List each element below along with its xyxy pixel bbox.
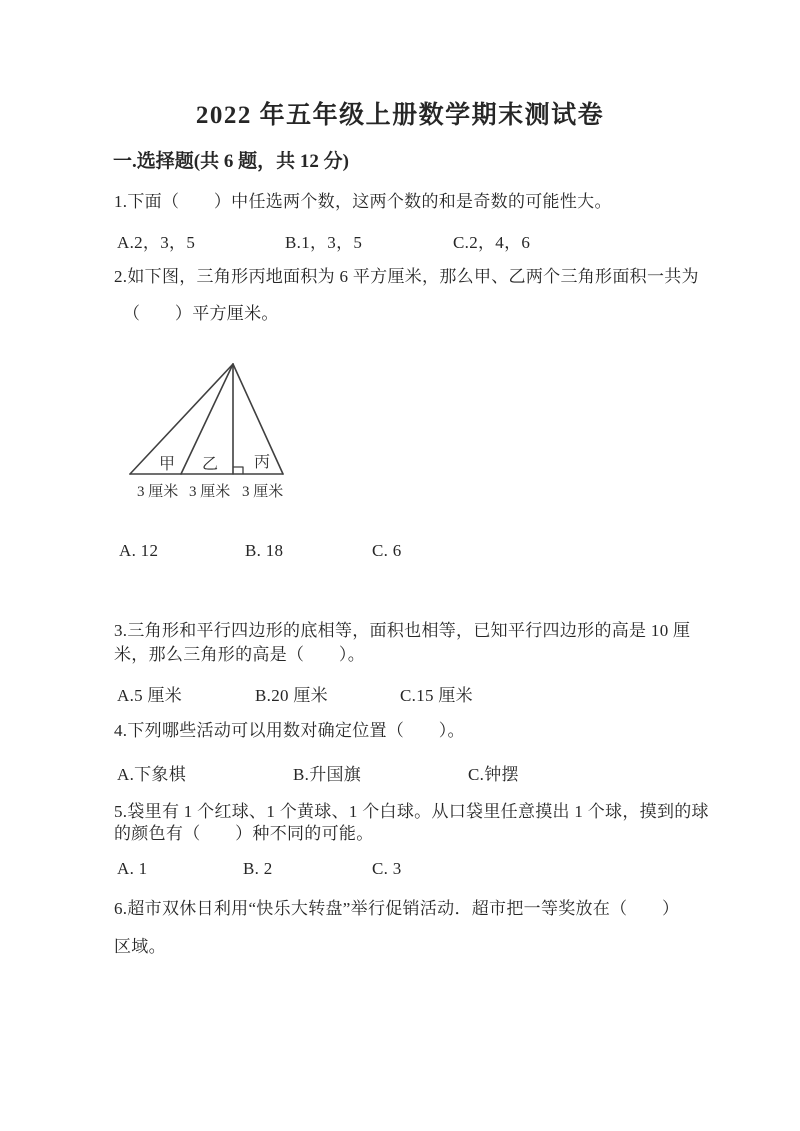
question-5-options: [0, 859, 800, 881]
q3-option-b: B.20 厘米: [255, 686, 328, 705]
question-6-text-line2: 区域。: [114, 937, 166, 956]
base-segment-2-label: 3 厘米: [189, 484, 231, 500]
question-2-options: [0, 541, 800, 563]
base-segment-1-label: 3 厘米: [137, 484, 179, 500]
region-label-jia: 甲: [159, 456, 176, 473]
q2-option-a: A. 12: [119, 541, 159, 560]
question-1-text: 1.下面（ ）中任选两个数，这两个数的和是奇数的可能性大。: [114, 192, 612, 211]
q1-option-c: C.2，4，6: [453, 233, 531, 252]
question-4-options: [0, 760, 800, 782]
question-6-text-line1: 6.超市双休日利用“快乐大转盘”举行促销活动．超市把一等奖放在（ ）: [114, 899, 680, 918]
page-title: 2022 年五年级上册数学期末测试卷: [195, 102, 605, 129]
q3-option-c: C.15 厘米: [400, 686, 473, 705]
q3-option-a: A.5 厘米: [117, 686, 183, 705]
right-angle-mark: [233, 467, 243, 474]
base-segment-3-label: 3 厘米: [242, 484, 284, 500]
section-header: 一.选择题(共 6 题，共 12 分): [113, 151, 349, 172]
question-3-text-line2: 米，那么三角形的高是（ ）。: [114, 645, 365, 664]
q4-option-b: B.升国旗: [293, 765, 362, 784]
q4-option-c: C.钟摆: [468, 765, 519, 784]
q2-option-b: B. 18: [245, 541, 284, 560]
q5-option-c: C. 3: [372, 859, 402, 878]
q4-option-a: A.下象棋: [117, 765, 187, 784]
q5-option-b: B. 2: [243, 859, 273, 878]
q2-option-c: C. 6: [372, 541, 402, 560]
region-label-yi: 乙: [202, 456, 219, 473]
region-label-bing: 丙: [254, 454, 271, 471]
question-3-text-line1: 3.三角形和平行四边形的底相等，面积也相等，已知平行四边形的高是 10 厘: [114, 621, 691, 640]
question-3-options: [0, 681, 800, 703]
question-5-text-line2: 的颜色有（ ）种不同的可能。: [114, 824, 374, 843]
q1-option-b: B.1，3，5: [285, 233, 363, 252]
q1-option-a: A.2，3，5: [117, 233, 196, 252]
triangle-figure: [115, 356, 315, 506]
question-2-text-line1: 2.如下图，三角形丙地面积为 6 平方厘米，那么甲、乙两个三角形面积一共为: [114, 267, 699, 286]
q5-option-a: A. 1: [117, 859, 148, 878]
question-1-options: [0, 228, 800, 250]
question-5-text-line1: 5.袋里有 1 个红球、1 个黄球、1 个白球。从口袋里任意摸出 1 个球，摸到的球: [114, 802, 709, 821]
question-2-text-line2: （ ）平方厘米。: [123, 304, 279, 323]
question-4-text: 4.下列哪些活动可以用数对确定位置（ ）。: [114, 721, 465, 740]
